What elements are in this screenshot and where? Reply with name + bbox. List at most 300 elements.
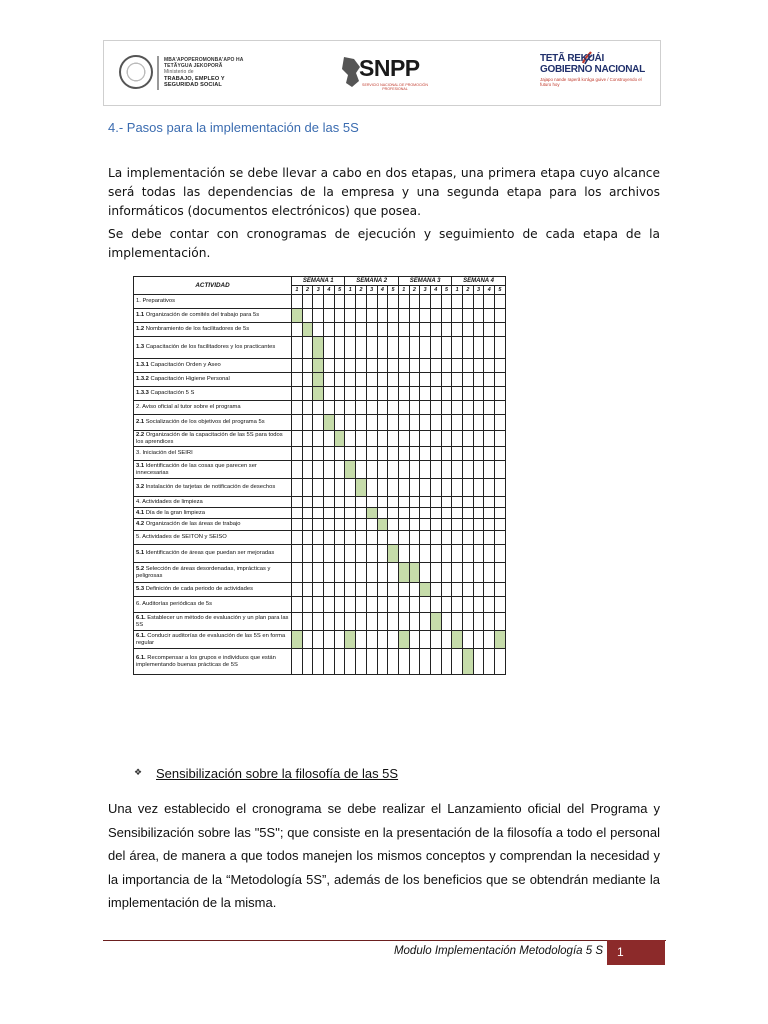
day-cell xyxy=(302,415,313,431)
ministry-line4: TRABAJO, EMPLEO Y xyxy=(164,75,225,82)
day-cell xyxy=(356,323,367,337)
week-header: SEMANA 4 xyxy=(452,277,505,286)
diamond-bullet-icon: ❖ xyxy=(134,768,143,778)
day-cell xyxy=(495,431,506,447)
day-number-header: 2 xyxy=(463,286,474,295)
activity-text: Conducir auditorías de evaluación de las 5S en forma regular xyxy=(136,632,286,646)
day-cell xyxy=(356,337,367,359)
day-cell xyxy=(430,649,441,675)
scheduled-day-cell xyxy=(334,431,345,447)
day-cell xyxy=(398,583,409,597)
day-cell xyxy=(366,519,377,531)
day-cell xyxy=(484,479,495,497)
day-cell xyxy=(302,613,313,631)
schedule-row xyxy=(134,295,506,309)
day-cell xyxy=(377,613,388,631)
day-cell xyxy=(313,479,324,497)
activity-number: 1.3.1 xyxy=(136,362,149,369)
day-cell xyxy=(473,461,484,479)
activity-label xyxy=(134,359,292,373)
day-cell xyxy=(495,401,506,415)
day-number-header: 2 xyxy=(302,286,313,295)
day-cell xyxy=(441,401,452,415)
activity-label xyxy=(134,631,292,649)
day-cell xyxy=(356,519,367,531)
day-cell xyxy=(473,583,484,597)
day-cell xyxy=(388,508,399,519)
day-cell xyxy=(292,563,303,583)
day-cell xyxy=(302,461,313,479)
day-cell xyxy=(324,295,335,309)
activity-number: 4.1 xyxy=(136,509,145,516)
gov-line2: GOBIERNO NACIONAL xyxy=(540,64,645,75)
day-cell xyxy=(463,508,474,519)
day-cell xyxy=(302,508,313,519)
day-cell xyxy=(356,563,367,583)
day-cell xyxy=(452,373,463,387)
day-cell xyxy=(430,583,441,597)
day-cell xyxy=(324,508,335,519)
snpp-subtitle: SERVICIO NACIONAL DE PROMOCIÓN PROFESIONAL xyxy=(362,83,428,92)
day-cell xyxy=(292,497,303,508)
activity-text: Día de la gran limpieza xyxy=(145,509,205,516)
activity-label xyxy=(134,323,292,337)
day-cell xyxy=(495,479,506,497)
day-cell xyxy=(441,597,452,613)
logo-divider xyxy=(157,56,159,90)
day-number-header: 4 xyxy=(484,286,495,295)
day-cell xyxy=(484,583,495,597)
day-cell xyxy=(452,649,463,675)
day-cell xyxy=(409,631,420,649)
day-cell xyxy=(356,415,367,431)
day-cell xyxy=(430,309,441,323)
activity-number: 5.1 xyxy=(136,550,145,557)
day-cell xyxy=(452,401,463,415)
day-cell xyxy=(324,597,335,613)
day-cell xyxy=(452,447,463,461)
day-cell xyxy=(398,447,409,461)
day-cell xyxy=(345,613,356,631)
day-cell xyxy=(484,531,495,545)
day-cell xyxy=(473,519,484,531)
day-cell xyxy=(484,431,495,447)
day-cell xyxy=(430,337,441,359)
day-cell xyxy=(409,519,420,531)
activity-number: 5.2 xyxy=(136,565,145,572)
activity-number: 1.3.2 xyxy=(136,376,149,383)
day-cell xyxy=(430,631,441,649)
day-cell xyxy=(495,531,506,545)
day-cell xyxy=(313,497,324,508)
day-cell xyxy=(345,649,356,675)
scheduled-day-cell xyxy=(313,359,324,373)
day-cell xyxy=(377,631,388,649)
day-cell xyxy=(495,447,506,461)
day-cell xyxy=(292,431,303,447)
day-cell xyxy=(463,295,474,309)
day-cell xyxy=(345,519,356,531)
activity-number: 6.1. xyxy=(136,614,146,621)
day-cell xyxy=(345,309,356,323)
day-cell xyxy=(473,431,484,447)
schedule-row xyxy=(134,323,506,337)
day-cell xyxy=(377,497,388,508)
day-cell xyxy=(356,497,367,508)
ministry-line2: TETÃYGUA JEKOPORÃ xyxy=(164,63,223,70)
schedule-row xyxy=(134,461,506,479)
day-cell xyxy=(366,431,377,447)
activity-text: Recompensar a los grupos e individuos que están implementando buenas prácticas de 5S xyxy=(136,654,276,668)
day-cell xyxy=(377,323,388,337)
day-cell xyxy=(452,497,463,508)
paragraph-2: Se debe contar con cronogramas de ejecución y seguimiento de cada etapa de la implementación. xyxy=(108,227,660,260)
scheduled-day-cell xyxy=(398,631,409,649)
activity-text: Capacitación de los facilitadores y los practicantes xyxy=(145,344,276,351)
activity-label xyxy=(134,387,292,401)
day-cell xyxy=(324,323,335,337)
day-cell xyxy=(420,295,431,309)
day-cell xyxy=(430,359,441,373)
day-cell xyxy=(430,447,441,461)
day-cell xyxy=(324,461,335,479)
day-cell xyxy=(356,508,367,519)
day-cell xyxy=(345,583,356,597)
day-cell xyxy=(484,497,495,508)
day-cell xyxy=(473,447,484,461)
day-cell xyxy=(302,401,313,415)
day-cell xyxy=(356,613,367,631)
day-cell xyxy=(292,387,303,401)
day-cell xyxy=(409,431,420,447)
day-cell xyxy=(377,337,388,359)
day-cell xyxy=(292,531,303,545)
day-cell xyxy=(452,415,463,431)
day-cell xyxy=(345,323,356,337)
day-cell xyxy=(324,519,335,531)
day-cell xyxy=(366,461,377,479)
activity-label xyxy=(134,415,292,431)
day-cell xyxy=(345,563,356,583)
scheduled-day-cell xyxy=(409,563,420,583)
day-cell xyxy=(495,545,506,563)
activity-number: 1.1 xyxy=(136,312,145,319)
day-cell xyxy=(292,415,303,431)
day-cell xyxy=(463,401,474,415)
day-cell xyxy=(409,497,420,508)
day-cell xyxy=(388,337,399,359)
day-cell xyxy=(452,563,463,583)
day-cell xyxy=(495,387,506,401)
day-cell xyxy=(398,373,409,387)
day-cell xyxy=(334,447,345,461)
activity-text: 1. Preparativos xyxy=(136,298,175,305)
activity-label xyxy=(134,337,292,359)
day-cell xyxy=(420,401,431,415)
day-cell xyxy=(334,583,345,597)
day-cell xyxy=(313,447,324,461)
day-cell xyxy=(463,447,474,461)
schedule-row xyxy=(134,447,506,461)
scheduled-day-cell xyxy=(324,415,335,431)
activity-label xyxy=(134,597,292,613)
day-cell xyxy=(398,323,409,337)
day-cell xyxy=(452,613,463,631)
day-cell xyxy=(463,545,474,563)
day-cell xyxy=(356,545,367,563)
day-cell xyxy=(366,613,377,631)
day-cell xyxy=(398,613,409,631)
activity-number: 1.2 xyxy=(136,326,145,333)
day-cell xyxy=(366,359,377,373)
day-cell xyxy=(420,613,431,631)
activity-label xyxy=(134,295,292,309)
paragraph-3: Una vez establecido el cronograma se debe realizar el Lanzamiento oficial del Programa y Sensibilización sobre las "5S"; que consiste en la presentación de la filosofía a todo el personal del área, de manera a que todos manejen los mismos conceptos y comprendan la necesidad y la importancia de la “Metodología 5S”, además de los beneficios que se obtendrán mediante la implementación de la misma. xyxy=(108,801,660,910)
day-cell xyxy=(292,649,303,675)
day-cell xyxy=(356,447,367,461)
day-cell xyxy=(463,323,474,337)
day-cell xyxy=(463,631,474,649)
day-cell xyxy=(441,461,452,479)
scheduled-day-cell xyxy=(313,373,324,387)
day-cell xyxy=(398,415,409,431)
day-cell xyxy=(484,519,495,531)
activity-text: 6. Auditorías periódicas de 5s xyxy=(136,601,213,608)
day-cell xyxy=(463,337,474,359)
day-cell xyxy=(463,461,474,479)
activity-number: 6.1. xyxy=(136,632,146,639)
day-cell xyxy=(452,387,463,401)
day-cell xyxy=(463,519,474,531)
day-cell xyxy=(324,631,335,649)
schedule-row xyxy=(134,431,506,447)
day-cell xyxy=(334,631,345,649)
header-logo-bar xyxy=(103,40,661,106)
day-cell xyxy=(473,613,484,631)
day-cell xyxy=(441,649,452,675)
day-cell xyxy=(292,545,303,563)
day-cell xyxy=(292,583,303,597)
day-cell xyxy=(302,649,313,675)
day-cell xyxy=(377,531,388,545)
day-cell xyxy=(473,359,484,373)
day-cell xyxy=(495,583,506,597)
activity-text: 3. Iniciación del SEIRI xyxy=(136,450,193,457)
day-cell xyxy=(398,309,409,323)
day-cell xyxy=(356,461,367,479)
day-cell xyxy=(313,613,324,631)
gov-line1: TETÃ REKUÁI xyxy=(540,53,604,64)
day-cell xyxy=(398,497,409,508)
day-cell xyxy=(495,649,506,675)
day-cell xyxy=(334,519,345,531)
national-seal-icon xyxy=(119,55,153,89)
day-cell xyxy=(366,309,377,323)
day-cell xyxy=(302,373,313,387)
day-cell xyxy=(409,447,420,461)
activity-text: 5. Actividades de SEITON y SEISO xyxy=(136,534,227,541)
activity-text: Instalación de tarjetas de notificación de desechos xyxy=(145,484,276,491)
day-cell xyxy=(409,479,420,497)
day-cell xyxy=(441,497,452,508)
day-cell xyxy=(409,545,420,563)
day-number-header: 1 xyxy=(345,286,356,295)
day-cell xyxy=(463,531,474,545)
day-number-header: 2 xyxy=(409,286,420,295)
day-cell xyxy=(377,597,388,613)
activity-text: Socialización de los objetivos del programa 5s xyxy=(145,419,265,426)
day-cell xyxy=(345,479,356,497)
day-cell xyxy=(345,508,356,519)
day-number-header: 5 xyxy=(334,286,345,295)
day-cell xyxy=(398,531,409,545)
day-cell xyxy=(366,387,377,401)
day-cell xyxy=(366,373,377,387)
footer-module-title: Modulo Implementación Metodología 5 S xyxy=(393,945,603,957)
day-cell xyxy=(430,387,441,401)
day-cell xyxy=(441,583,452,597)
day-cell xyxy=(484,631,495,649)
day-cell xyxy=(334,309,345,323)
day-cell xyxy=(356,373,367,387)
day-cell xyxy=(473,631,484,649)
activity-text: Identificación de áreas que puedan ser mejoradas xyxy=(145,550,275,557)
footer-divider xyxy=(103,940,666,941)
day-cell xyxy=(473,401,484,415)
day-cell xyxy=(452,323,463,337)
scheduled-day-cell xyxy=(377,519,388,531)
day-cell xyxy=(495,337,506,359)
day-cell xyxy=(484,563,495,583)
day-cell xyxy=(484,373,495,387)
day-cell xyxy=(452,519,463,531)
day-cell xyxy=(377,563,388,583)
day-cell xyxy=(430,461,441,479)
day-cell xyxy=(463,597,474,613)
day-cell xyxy=(398,359,409,373)
day-cell xyxy=(463,563,474,583)
day-cell xyxy=(345,337,356,359)
day-cell xyxy=(484,387,495,401)
section-title: 4.- Pasos para la implementación de las 5S xyxy=(108,120,359,135)
day-cell xyxy=(324,401,335,415)
day-cell xyxy=(495,415,506,431)
day-cell xyxy=(334,295,345,309)
activity-label xyxy=(134,479,292,497)
day-cell xyxy=(398,387,409,401)
day-cell xyxy=(409,531,420,545)
activity-text: Capacitación Higiene Personal xyxy=(150,376,230,383)
scheduled-day-cell xyxy=(430,613,441,631)
day-cell xyxy=(388,597,399,613)
day-cell xyxy=(398,545,409,563)
day-cell xyxy=(452,359,463,373)
day-cell xyxy=(441,309,452,323)
day-cell xyxy=(495,519,506,531)
activity-text: Definición de cada periodo de actividades xyxy=(145,586,254,593)
day-cell xyxy=(388,295,399,309)
activity-text: Nombramiento de los facilitadores de 5s xyxy=(145,326,250,333)
schedule-row xyxy=(134,387,506,401)
page-number: 1 xyxy=(617,945,624,959)
activity-number: 5.3 xyxy=(136,586,145,593)
day-cell xyxy=(377,309,388,323)
day-cell xyxy=(366,631,377,649)
day-cell xyxy=(441,519,452,531)
day-cell xyxy=(324,531,335,545)
schedule-row xyxy=(134,508,506,519)
day-cell xyxy=(334,613,345,631)
day-cell xyxy=(345,415,356,431)
day-cell xyxy=(473,373,484,387)
day-cell xyxy=(441,479,452,497)
scheduled-day-cell xyxy=(302,323,313,337)
week-header: SEMANA 1 xyxy=(292,277,345,286)
day-cell xyxy=(313,295,324,309)
day-cell xyxy=(398,401,409,415)
day-cell xyxy=(388,563,399,583)
ministry-line5: SEGURIDAD SOCIAL xyxy=(164,81,222,88)
day-cell xyxy=(334,401,345,415)
day-cell xyxy=(441,631,452,649)
day-cell xyxy=(441,531,452,545)
day-cell xyxy=(420,479,431,497)
day-cell xyxy=(302,309,313,323)
day-cell xyxy=(463,415,474,431)
day-cell xyxy=(377,447,388,461)
day-cell xyxy=(292,323,303,337)
day-cell xyxy=(313,461,324,479)
day-cell xyxy=(409,508,420,519)
scheduled-day-cell xyxy=(388,545,399,563)
day-cell xyxy=(345,431,356,447)
day-cell xyxy=(484,613,495,631)
day-cell xyxy=(430,479,441,497)
day-cell xyxy=(452,545,463,563)
activity-text: Capacitación Orden y Aseo xyxy=(150,362,221,369)
day-cell xyxy=(334,479,345,497)
day-cell xyxy=(473,545,484,563)
day-cell xyxy=(388,461,399,479)
day-cell xyxy=(388,387,399,401)
day-cell xyxy=(409,583,420,597)
week-header-row xyxy=(134,277,506,286)
day-cell xyxy=(441,447,452,461)
subsection-title: Sensibilización sobre la filosofía de las 5S xyxy=(156,766,399,781)
day-cell xyxy=(452,597,463,613)
day-cell xyxy=(302,479,313,497)
day-cell xyxy=(484,359,495,373)
scheduled-day-cell xyxy=(292,309,303,323)
day-cell xyxy=(334,359,345,373)
day-cell xyxy=(409,323,420,337)
day-cell xyxy=(495,613,506,631)
activity-text: Capacitación 5 S xyxy=(150,390,195,397)
activity-label xyxy=(134,649,292,675)
day-cell xyxy=(366,323,377,337)
day-cell xyxy=(302,387,313,401)
day-cell xyxy=(366,545,377,563)
day-cell xyxy=(366,597,377,613)
day-cell xyxy=(388,447,399,461)
activity-number: 2.1 xyxy=(136,419,145,426)
day-cell xyxy=(420,545,431,563)
day-cell xyxy=(463,387,474,401)
day-cell xyxy=(420,597,431,613)
day-cell xyxy=(452,479,463,497)
day-cell xyxy=(324,387,335,401)
day-cell xyxy=(495,359,506,373)
